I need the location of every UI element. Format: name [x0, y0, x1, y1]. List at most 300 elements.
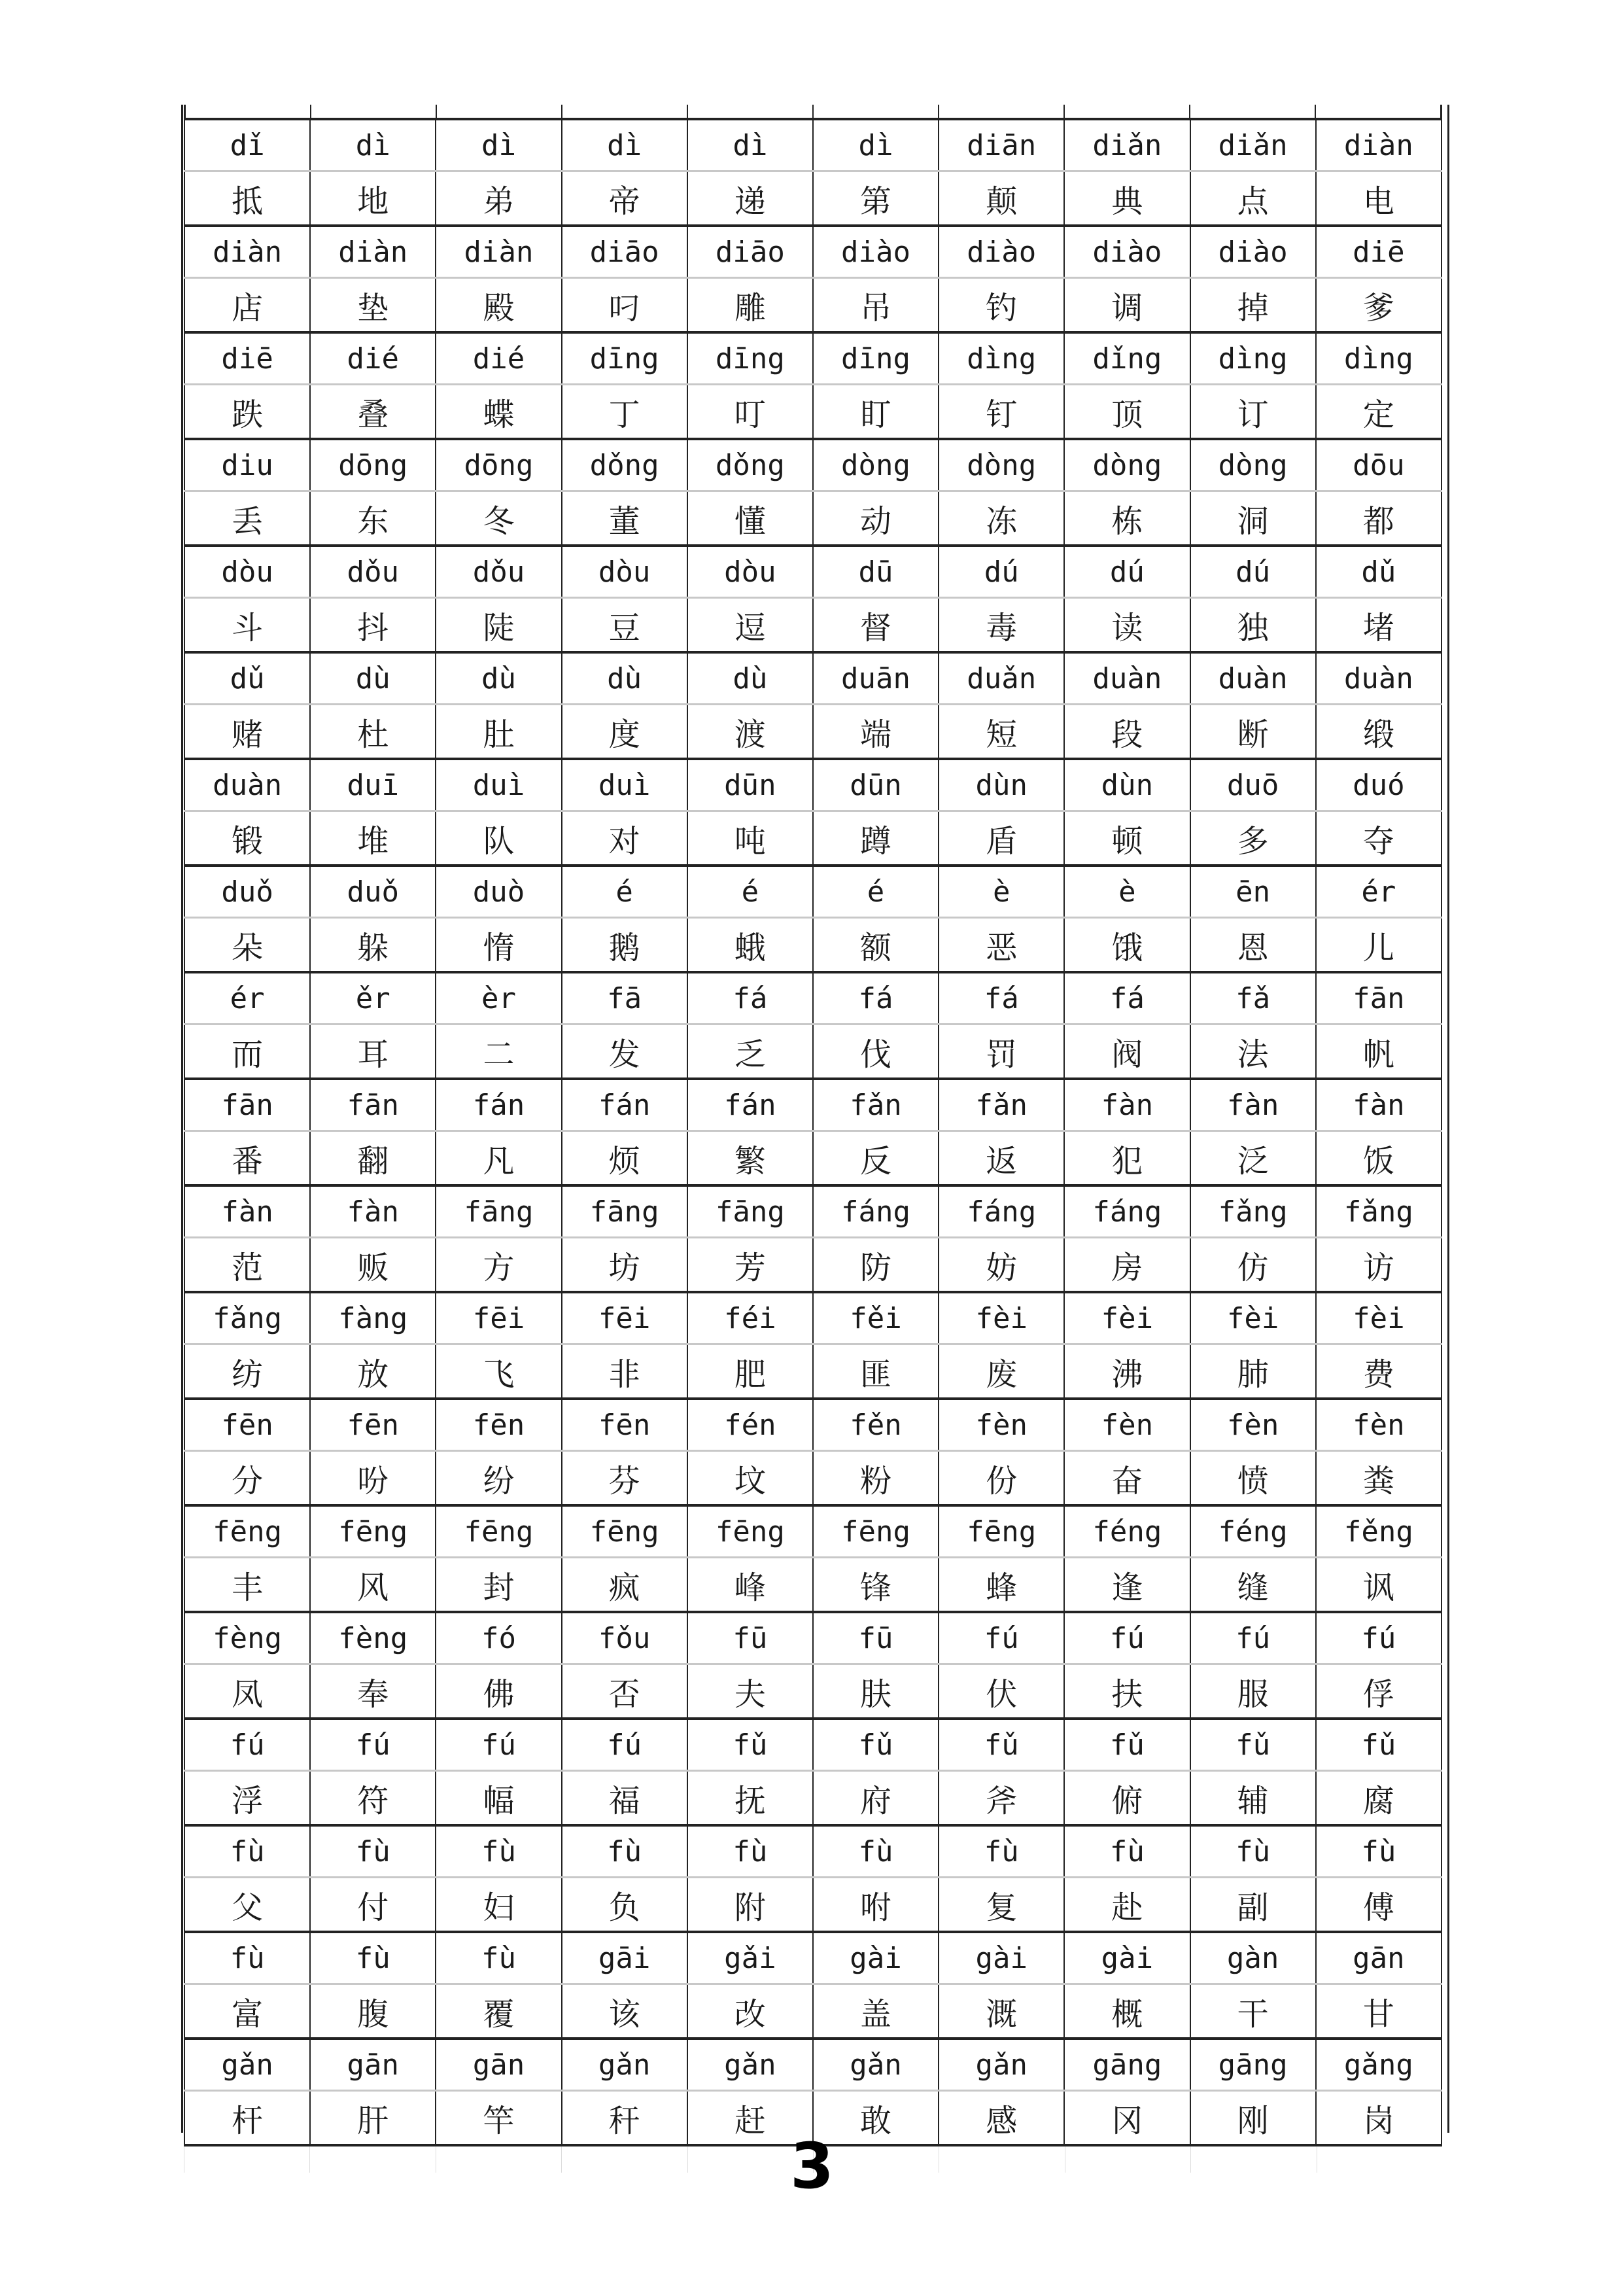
hanzi-row [184, 171, 1442, 226]
pinyin-cell: diào [1064, 226, 1190, 278]
pinyin-cell: fá [687, 972, 813, 1025]
pinyin-cell: fù [436, 1932, 561, 1984]
hanzi-cell: 缝 [1190, 1558, 1316, 1613]
table-outer-border-right [1447, 105, 1449, 2133]
hanzi-cell: 恩 [1190, 918, 1316, 973]
hanzi-cell: 凤 [184, 1664, 310, 1719]
pinyin-cell: dòng [939, 439, 1064, 491]
pinyin-cell: dòng [1190, 439, 1316, 491]
hanzi-cell: 洞 [1190, 491, 1316, 546]
hanzi-cell: 蹲 [813, 811, 939, 866]
pinyin-cell: fān [184, 1079, 310, 1131]
hanzi-cell: 府 [813, 1771, 939, 1826]
hanzi-row [184, 491, 1442, 546]
hanzi-cell: 粪 [1316, 1451, 1442, 1506]
pinyin-cell: dǒu [310, 546, 436, 598]
pinyin-cell: gǎng [1316, 2039, 1442, 2091]
pinyin-cell: duǒ [310, 866, 436, 918]
pinyin-cell: fá [1064, 972, 1190, 1025]
hanzi-cell: 阀 [1064, 1025, 1190, 1079]
hanzi-cell: 肥 [687, 1344, 813, 1399]
pinyin-cell: fēng [813, 1505, 939, 1558]
pinyin-cell: dùn [1064, 759, 1190, 811]
hanzi-cell: 赶 [687, 2091, 813, 2146]
hanzi-cell: 该 [562, 1984, 687, 2039]
pinyin-cell: fàn [184, 1185, 310, 1238]
hanzi-cell: 盯 [813, 385, 939, 440]
pinyin-cell: fén [687, 1399, 813, 1451]
hanzi-cell: 峰 [687, 1558, 813, 1613]
pinyin-cell: dōng [310, 439, 436, 491]
pinyin-cell: fú [1316, 1612, 1442, 1664]
hanzi-cell: 仿 [1190, 1238, 1316, 1293]
hanzi-cell: 帝 [562, 171, 687, 226]
hanzi-cell: 岗 [1316, 2091, 1442, 2146]
hanzi-cell: 方 [436, 1238, 561, 1293]
pinyin-cell: duān [813, 652, 939, 705]
pinyin-cell: duàn [1064, 652, 1190, 705]
pinyin-cell: fèn [939, 1399, 1064, 1451]
hanzi-cell: 匪 [813, 1344, 939, 1399]
pinyin-cell: fáng [939, 1185, 1064, 1238]
pinyin-row [184, 972, 1442, 1025]
hanzi-cell: 朵 [184, 918, 310, 973]
hanzi-cell: 付 [310, 1878, 436, 1933]
hanzi-cell: 盾 [939, 811, 1064, 866]
pinyin-cell: dì [562, 119, 687, 171]
pinyin-cell: dūn [813, 759, 939, 811]
hanzi-cell: 粉 [813, 1451, 939, 1506]
pinyin-cell: fáng [1064, 1185, 1190, 1238]
hanzi-cell: 番 [184, 1131, 310, 1186]
pinyin-cell: è [939, 866, 1064, 918]
pinyin-cell: fǔ [813, 1719, 939, 1771]
pinyin-cell: fèi [1064, 1292, 1190, 1344]
hanzi-cell: 竿 [436, 2091, 561, 2146]
pinyin-cell: fú [1064, 1612, 1190, 1664]
pinyin-cell: dù [687, 652, 813, 705]
pinyin-cell: féng [1190, 1505, 1316, 1558]
hanzi-cell: 防 [813, 1238, 939, 1293]
hanzi-cell: 电 [1316, 171, 1442, 226]
pinyin-cell: fán [436, 1079, 561, 1131]
pinyin-cell: duō [1190, 759, 1316, 811]
hanzi-row [184, 1984, 1442, 2039]
pinyin-cell: duì [436, 759, 561, 811]
pinyin-row [184, 1932, 1442, 1984]
hanzi-cell: 丰 [184, 1558, 310, 1613]
pinyin-cell: fěi [813, 1292, 939, 1344]
pinyin-cell: dòu [687, 546, 813, 598]
hanzi-cell: 份 [939, 1451, 1064, 1506]
hanzi-cell: 富 [184, 1984, 310, 2039]
pinyin-row [184, 332, 1442, 385]
page-number: 3 [790, 2129, 834, 2203]
pinyin-cell: gǎn [184, 2039, 310, 2091]
pinyin-cell: dūn [687, 759, 813, 811]
hanzi-row [184, 1131, 1442, 1186]
pinyin-cell: dòng [1064, 439, 1190, 491]
hanzi-cell: 爹 [1316, 278, 1442, 333]
hanzi-cell: 覆 [436, 1984, 561, 2039]
pinyin-row [184, 2039, 1442, 2091]
hanzi-cell: 溉 [939, 1984, 1064, 2039]
hanzi-cell: 罚 [939, 1025, 1064, 1079]
hanzi-cell: 订 [1190, 385, 1316, 440]
hanzi-cell: 弟 [436, 171, 561, 226]
hanzi-cell: 妇 [436, 1878, 561, 1933]
pinyin-cell: gài [1064, 1932, 1190, 1984]
hanzi-cell: 芳 [687, 1238, 813, 1293]
pinyin-cell: fēn [310, 1399, 436, 1451]
hanzi-cell: 端 [813, 705, 939, 760]
hanzi-cell: 蛾 [687, 918, 813, 973]
pinyin-cell: dú [1064, 546, 1190, 598]
pinyin-cell: diǎn [1190, 119, 1316, 171]
hanzi-cell: 泛 [1190, 1131, 1316, 1186]
hanzi-row [184, 598, 1442, 653]
pinyin-cell: diào [813, 226, 939, 278]
pinyin-cell: fēn [562, 1399, 687, 1451]
pinyin-row [184, 759, 1442, 811]
pinyin-cell: fǔ [1316, 1719, 1442, 1771]
pinyin-cell: gān [310, 2039, 436, 2091]
hanzi-cell: 凡 [436, 1131, 561, 1186]
pinyin-cell: dú [1190, 546, 1316, 598]
hanzi-cell: 栋 [1064, 491, 1190, 546]
pinyin-cell: dū [813, 546, 939, 598]
hanzi-cell: 叮 [687, 385, 813, 440]
hanzi-cell: 感 [939, 2091, 1064, 2146]
pinyin-cell: duó [1316, 759, 1442, 811]
hanzi-cell: 耳 [310, 1025, 436, 1079]
hanzi-cell: 顶 [1064, 385, 1190, 440]
hanzi-cell: 纷 [436, 1451, 561, 1506]
hanzi-cell: 复 [939, 1878, 1064, 1933]
hanzi-cell: 多 [1190, 811, 1316, 866]
hanzi-cell: 垫 [310, 278, 436, 333]
hanzi-cell: 丁 [562, 385, 687, 440]
pinyin-cell: fàn [1316, 1079, 1442, 1131]
hanzi-cell: 封 [436, 1558, 561, 1613]
hanzi-cell: 跌 [184, 385, 310, 440]
pinyin-cell: fān [1316, 972, 1442, 1025]
hanzi-cell: 锋 [813, 1558, 939, 1613]
pinyin-cell: fèi [1316, 1292, 1442, 1344]
pinyin-cell: diāo [562, 226, 687, 278]
hanzi-cell: 服 [1190, 1664, 1316, 1719]
hanzi-cell: 丢 [184, 491, 310, 546]
hanzi-cell: 独 [1190, 598, 1316, 653]
pinyin-cell: gǎi [687, 1932, 813, 1984]
hanzi-cell: 放 [310, 1344, 436, 1399]
pinyin-cell: gān [1316, 1932, 1442, 1984]
pinyin-cell: diàn [1316, 119, 1442, 171]
hanzi-cell: 饿 [1064, 918, 1190, 973]
pinyin-cell: diàn [436, 226, 561, 278]
pinyin-cell: fēn [436, 1399, 561, 1451]
hanzi-cell: 妨 [939, 1238, 1064, 1293]
hanzi-cell: 钉 [939, 385, 1064, 440]
hanzi-cell: 俘 [1316, 1664, 1442, 1719]
pinyin-cell: dìng [1316, 332, 1442, 385]
hanzi-cell: 斧 [939, 1771, 1064, 1826]
hanzi-cell: 毒 [939, 598, 1064, 653]
hanzi-cell: 杜 [310, 705, 436, 760]
hanzi-cell: 饭 [1316, 1131, 1442, 1186]
hanzi-row [184, 1558, 1442, 1613]
pinyin-row [184, 546, 1442, 598]
hanzi-cell: 第 [813, 171, 939, 226]
pinyin-cell: féng [1064, 1505, 1190, 1558]
hanzi-cell: 吩 [310, 1451, 436, 1506]
pinyin-cell: fǔ [1190, 1719, 1316, 1771]
pinyin-cell: dòng [813, 439, 939, 491]
hanzi-cell: 而 [184, 1025, 310, 1079]
hanzi-cell: 夺 [1316, 811, 1442, 866]
pinyin-row [184, 1719, 1442, 1771]
pinyin-cell: fàn [310, 1185, 436, 1238]
hanzi-cell: 讽 [1316, 1558, 1442, 1613]
pinyin-cell: diē [1316, 226, 1442, 278]
hanzi-cell: 蜂 [939, 1558, 1064, 1613]
pinyin-cell: fǎn [939, 1079, 1064, 1131]
hanzi-cell: 儿 [1316, 918, 1442, 973]
hanzi-cell: 蝶 [436, 385, 561, 440]
hanzi-cell: 费 [1316, 1344, 1442, 1399]
pinyin-row [184, 1185, 1442, 1238]
hanzi-cell: 奋 [1064, 1451, 1190, 1506]
hanzi-cell: 坟 [687, 1451, 813, 1506]
hanzi-cell: 伐 [813, 1025, 939, 1079]
pinyin-cell: diu [184, 439, 310, 491]
pinyin-cell: dì [687, 119, 813, 171]
pinyin-cell: dīng [687, 332, 813, 385]
hanzi-row [184, 1451, 1442, 1506]
pinyin-cell: fèn [1190, 1399, 1316, 1451]
pinyin-cell: duì [562, 759, 687, 811]
hanzi-cell: 躲 [310, 918, 436, 973]
pinyin-cell: dǔ [184, 652, 310, 705]
hanzi-cell: 短 [939, 705, 1064, 760]
hanzi-cell: 队 [436, 811, 561, 866]
pinyin-cell: dié [436, 332, 561, 385]
pinyin-cell: dù [436, 652, 561, 705]
hanzi-cell: 改 [687, 1984, 813, 2039]
hanzi-row [184, 1344, 1442, 1399]
hanzi-cell: 肝 [310, 2091, 436, 2146]
hanzi-cell: 扶 [1064, 1664, 1190, 1719]
pinyin-cell: féi [687, 1292, 813, 1344]
pinyin-cell: fǔ [687, 1719, 813, 1771]
hanzi-cell: 锻 [184, 811, 310, 866]
hanzi-row [184, 918, 1442, 973]
hanzi-cell: 翻 [310, 1131, 436, 1186]
pinyin-cell: fèi [939, 1292, 1064, 1344]
pinyin-cell: gǎn [813, 2039, 939, 2091]
pinyin-cell: gǎn [562, 2039, 687, 2091]
pinyin-cell: duàn [1316, 652, 1442, 705]
hanzi-cell: 刚 [1190, 2091, 1316, 2146]
hanzi-cell: 夫 [687, 1664, 813, 1719]
hanzi-cell: 咐 [813, 1878, 939, 1933]
pinyin-cell: é [687, 866, 813, 918]
hanzi-cell: 敢 [813, 2091, 939, 2146]
hanzi-cell: 逢 [1064, 1558, 1190, 1613]
pinyin-cell: ér [184, 972, 310, 1025]
pinyin-row [184, 1825, 1442, 1878]
pinyin-cell: dīng [813, 332, 939, 385]
hanzi-cell: 分 [184, 1451, 310, 1506]
pinyin-cell: dòu [562, 546, 687, 598]
hanzi-cell: 冬 [436, 491, 561, 546]
pinyin-cell: diàn [184, 226, 310, 278]
hanzi-cell: 顿 [1064, 811, 1190, 866]
pinyin-cell: ěr [310, 972, 436, 1025]
hanzi-cell: 点 [1190, 171, 1316, 226]
pinyin-cell: fù [1190, 1825, 1316, 1878]
hanzi-cell: 腐 [1316, 1771, 1442, 1826]
pinyin-cell: fāng [687, 1185, 813, 1238]
pinyin-cell: fú [184, 1719, 310, 1771]
pinyin-cell: fēng [310, 1505, 436, 1558]
pinyin-cell: fán [687, 1079, 813, 1131]
pinyin-cell: fá [813, 972, 939, 1025]
hanzi-cell: 鹅 [562, 918, 687, 973]
hanzi-cell: 访 [1316, 1238, 1442, 1293]
pinyin-cell: dú [939, 546, 1064, 598]
pinyin-cell: dìng [939, 332, 1064, 385]
pinyin-cell: dì [436, 119, 561, 171]
hanzi-row [184, 1025, 1442, 1079]
pinyin-cell: dǒng [562, 439, 687, 491]
pinyin-cell: fǎ [1190, 972, 1316, 1025]
pinyin-cell: diào [939, 226, 1064, 278]
pinyin-row [184, 1079, 1442, 1131]
pinyin-cell: fǎng [184, 1292, 310, 1344]
hanzi-cell: 董 [562, 491, 687, 546]
hanzi-cell: 盖 [813, 1984, 939, 2039]
hanzi-cell: 颠 [939, 171, 1064, 226]
hanzi-cell: 法 [1190, 1025, 1316, 1079]
pinyin-cell: fú [310, 1719, 436, 1771]
hanzi-cell: 乏 [687, 1025, 813, 1079]
hanzi-cell: 坊 [562, 1238, 687, 1293]
hanzi-cell: 缎 [1316, 705, 1442, 760]
pinyin-cell: fèng [184, 1612, 310, 1664]
hanzi-cell: 叠 [310, 385, 436, 440]
pinyin-cell: fú [562, 1719, 687, 1771]
pinyin-cell: fú [1190, 1612, 1316, 1664]
hanzi-cell: 堆 [310, 811, 436, 866]
hanzi-cell: 叼 [562, 278, 687, 333]
pinyin-character-table [184, 105, 1442, 2173]
pinyin-cell: fù [562, 1825, 687, 1878]
pinyin-cell: fù [184, 1932, 310, 1984]
pinyin-cell: dōng [436, 439, 561, 491]
pinyin-cell: dǐ [184, 119, 310, 171]
hanzi-cell: 负 [562, 1878, 687, 1933]
pinyin-cell: fēi [436, 1292, 561, 1344]
hanzi-cell: 帆 [1316, 1025, 1442, 1079]
pinyin-cell: fù [310, 1825, 436, 1878]
hanzi-cell: 概 [1064, 1984, 1190, 2039]
pinyin-cell: diàn [310, 226, 436, 278]
hanzi-cell: 懂 [687, 491, 813, 546]
hanzi-cell: 动 [813, 491, 939, 546]
hanzi-cell: 伏 [939, 1664, 1064, 1719]
pinyin-cell: fēng [436, 1505, 561, 1558]
pinyin-cell: duǒ [184, 866, 310, 918]
pinyin-cell: fù [436, 1825, 561, 1878]
pinyin-cell: fán [562, 1079, 687, 1131]
pinyin-cell: fān [310, 1079, 436, 1131]
hanzi-cell: 反 [813, 1131, 939, 1186]
hanzi-cell: 房 [1064, 1238, 1190, 1293]
pinyin-cell: fēng [562, 1505, 687, 1558]
hanzi-cell: 发 [562, 1025, 687, 1079]
table-outer-border-left [181, 105, 183, 2133]
pinyin-cell: fù [813, 1825, 939, 1878]
pinyin-cell: dùn [939, 759, 1064, 811]
hanzi-row [184, 1878, 1442, 1933]
hanzi-cell: 杆 [184, 2091, 310, 2146]
hanzi-cell: 督 [813, 598, 939, 653]
pinyin-cell: é [813, 866, 939, 918]
pinyin-cell: fèn [1064, 1399, 1190, 1451]
pinyin-cell: fáng [813, 1185, 939, 1238]
pinyin-cell: fù [687, 1825, 813, 1878]
pinyin-cell: dù [562, 652, 687, 705]
pinyin-cell: fù [310, 1932, 436, 1984]
hanzi-cell: 吊 [813, 278, 939, 333]
pinyin-cell: fó [436, 1612, 561, 1664]
hanzi-cell: 典 [1064, 171, 1190, 226]
pinyin-cell: duī [310, 759, 436, 811]
hanzi-cell: 繁 [687, 1131, 813, 1186]
hanzi-row [184, 1771, 1442, 1826]
hanzi-row [184, 811, 1442, 866]
hanzi-cell: 辅 [1190, 1771, 1316, 1826]
pinyin-cell: dǒu [436, 546, 561, 598]
hanzi-cell: 废 [939, 1344, 1064, 1399]
pinyin-row [184, 1612, 1442, 1664]
hanzi-cell: 腹 [310, 1984, 436, 2039]
hanzi-cell: 段 [1064, 705, 1190, 760]
hanzi-cell: 沸 [1064, 1344, 1190, 1399]
pinyin-cell: fēn [184, 1399, 310, 1451]
hanzi-cell: 非 [562, 1344, 687, 1399]
pinyin-cell: dōu [1316, 439, 1442, 491]
pinyin-row [184, 439, 1442, 491]
pinyin-cell: ēn [1190, 866, 1316, 918]
pinyin-cell: fù [1316, 1825, 1442, 1878]
pinyin-row [184, 652, 1442, 705]
hanzi-cell: 纺 [184, 1344, 310, 1399]
pinyin-cell: gāi [562, 1932, 687, 1984]
hanzi-cell: 肚 [436, 705, 561, 760]
pinyin-cell: fù [939, 1825, 1064, 1878]
hanzi-cell: 恶 [939, 918, 1064, 973]
pinyin-cell: gài [939, 1932, 1064, 1984]
hanzi-cell: 附 [687, 1878, 813, 1933]
hanzi-cell: 抖 [310, 598, 436, 653]
pinyin-cell: fǎng [1190, 1185, 1316, 1238]
pinyin-cell: fǎng [1316, 1185, 1442, 1238]
pinyin-cell: duò [436, 866, 561, 918]
pinyin-cell: dǔ [1316, 546, 1442, 598]
hanzi-cell: 掉 [1190, 278, 1316, 333]
